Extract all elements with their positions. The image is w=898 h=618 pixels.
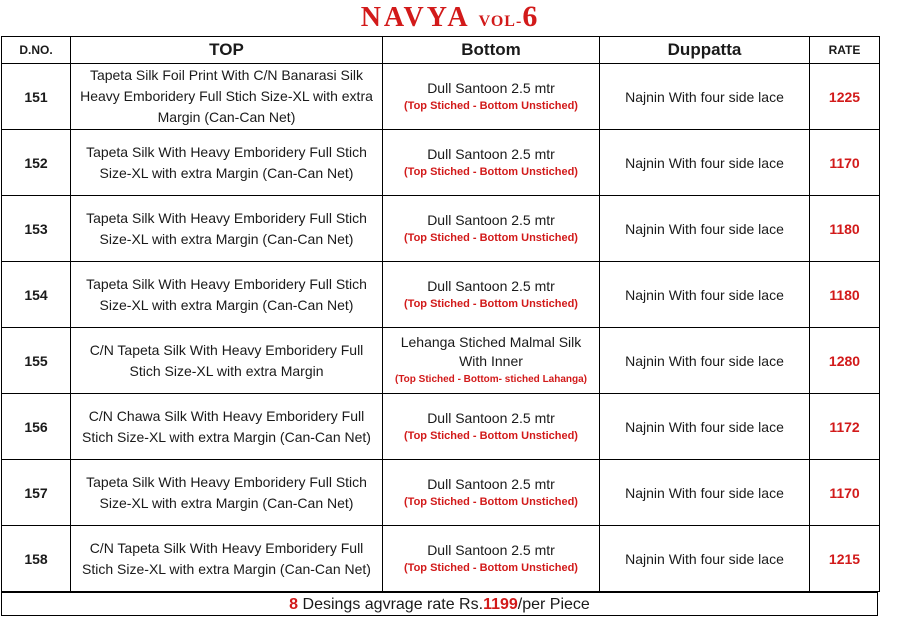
- header-rate: RATE: [810, 37, 880, 64]
- bottom-note: (Top Stiched - Bottom Unstiched): [404, 99, 578, 112]
- duppatta-description: Najnin With four side lace: [600, 328, 810, 394]
- design-number: 152: [2, 130, 71, 196]
- design-number: 154: [2, 262, 71, 328]
- design-number: 153: [2, 196, 71, 262]
- duppatta-description: Najnin With four side lace: [600, 526, 810, 592]
- design-number: 157: [2, 460, 71, 526]
- bottom-note: (Top Stiched - Bottom Unstiched): [404, 429, 578, 442]
- table-row: [2, 196, 880, 262]
- rate-value: 1172: [810, 394, 880, 460]
- bottom-note: (Top Stiched - Bottom Unstiched): [404, 297, 578, 310]
- bottom-note: (Top Stiched - Bottom Unstiched): [404, 561, 578, 574]
- bottom-description: Dull Santoon 2.5 mtr: [427, 211, 555, 228]
- duppatta-description: Najnin With four side lace: [600, 196, 810, 262]
- bottom-cell: [383, 394, 600, 460]
- bottom-description: Dull Santoon 2.5 mtr: [427, 277, 555, 294]
- bottom-description: Dull Santoon 2.5 mtr: [427, 541, 555, 558]
- table-row: [2, 460, 880, 526]
- volume-number: 6: [522, 0, 538, 33]
- bottom-description: Dull Santoon 2.5 mtr: [427, 145, 555, 162]
- duppatta-description: Najnin With four side lace: [600, 64, 810, 130]
- bottom-cell: [383, 130, 600, 196]
- bottom-description: Dull Santoon 2.5 mtr: [427, 475, 555, 492]
- bottom-description: Dull Santoon 2.5 mtr: [427, 79, 555, 96]
- average-rate-summary: [1, 592, 878, 616]
- design-number: 156: [2, 394, 71, 460]
- duppatta-description: Najnin With four side lace: [600, 130, 810, 196]
- bottom-cell: [383, 196, 600, 262]
- rate-value: 1170: [810, 460, 880, 526]
- average-rate: 1199: [483, 596, 518, 613]
- summary-text: Desings agvrage rate Rs.: [298, 596, 484, 613]
- rate-value: 1170: [810, 130, 880, 196]
- top-description: Tapeta Silk With Heavy Emboridery Full Stich Size-XL with extra Margin (Can-Can Net): [71, 130, 383, 196]
- bottom-cell: [383, 460, 600, 526]
- product-table: [1, 36, 880, 592]
- table-row: [2, 328, 880, 394]
- header-row: [2, 37, 880, 64]
- table-row: [2, 130, 880, 196]
- bottom-cell: [383, 526, 600, 592]
- header-dno: D.NO.: [2, 37, 71, 64]
- top-description: C/N Chawa Silk With Heavy Emboridery Full Stich Size-XL with extra Margin (Can-Can Net): [71, 394, 383, 460]
- bottom-cell: [383, 64, 600, 130]
- summary-suffix: /per Piece: [517, 596, 590, 613]
- bottom-description: Dull Santoon 2.5 mtr: [427, 409, 555, 426]
- table-row: [2, 526, 880, 592]
- bottom-note: (Top Stiched - Bottom- stiched Lahanga): [394, 374, 588, 385]
- top-description: Tapeta Silk With Heavy Emboridery Full Stich Size-XL with extra Margin (Can-Can Net): [71, 196, 383, 262]
- design-count: 8: [289, 596, 299, 613]
- rate-value: 1280: [810, 328, 880, 394]
- header-bottom: Bottom: [383, 37, 600, 64]
- rate-value: 1215: [810, 526, 880, 592]
- rate-value: 1180: [810, 196, 880, 262]
- table-row: [2, 64, 880, 130]
- rate-value: 1225: [810, 64, 880, 130]
- duppatta-description: Najnin With four side lace: [600, 394, 810, 460]
- top-description: Tapeta Silk With Heavy Emboridery Full Stich Size-XL with extra Margin (Can-Can Net): [71, 262, 383, 328]
- table-row: [2, 262, 880, 328]
- bottom-note: (Top Stiched - Bottom Unstiched): [404, 495, 578, 508]
- bottom-note: (Top Stiched - Bottom Unstiched): [404, 231, 578, 244]
- header-top: TOP: [71, 37, 383, 64]
- bottom-cell: [383, 328, 600, 394]
- rate-value: 1180: [810, 262, 880, 328]
- top-description: C/N Tapeta Silk With Heavy Emboridery Full Stich Size-XL with extra Margin (Can-Can Net): [71, 526, 383, 592]
- design-number: 155: [2, 328, 71, 394]
- bottom-cell: [383, 262, 600, 328]
- catalog-title: [0, 0, 898, 34]
- top-description: C/N Tapeta Silk With Heavy Emboridery Full Stich Size-XL with extra Margin: [71, 328, 383, 394]
- header-duppatta: Duppatta: [600, 37, 810, 64]
- design-number: 151: [2, 64, 71, 130]
- top-description: Tapeta Silk Foil Print With C/N Banarasi Silk Heavy Emboridery Full Stich Size-XL with extra Margin (Can-Can Net): [71, 64, 383, 130]
- duppatta-description: Najnin With four side lace: [600, 262, 810, 328]
- design-number: 158: [2, 526, 71, 592]
- bottom-note: (Top Stiched - Bottom Unstiched): [404, 165, 578, 178]
- top-description: Tapeta Silk With Heavy Emboridery Full Stich Size-XL with extra Margin (Can-Can Net): [71, 460, 383, 526]
- volume-label: VOL-: [478, 13, 523, 30]
- bottom-description: Lehanga Stiched Malmal Silk With Inner: [400, 334, 582, 369]
- table-row: [2, 394, 880, 460]
- duppatta-description: Najnin With four side lace: [600, 460, 810, 526]
- brand-name: NAVYA: [360, 2, 471, 33]
